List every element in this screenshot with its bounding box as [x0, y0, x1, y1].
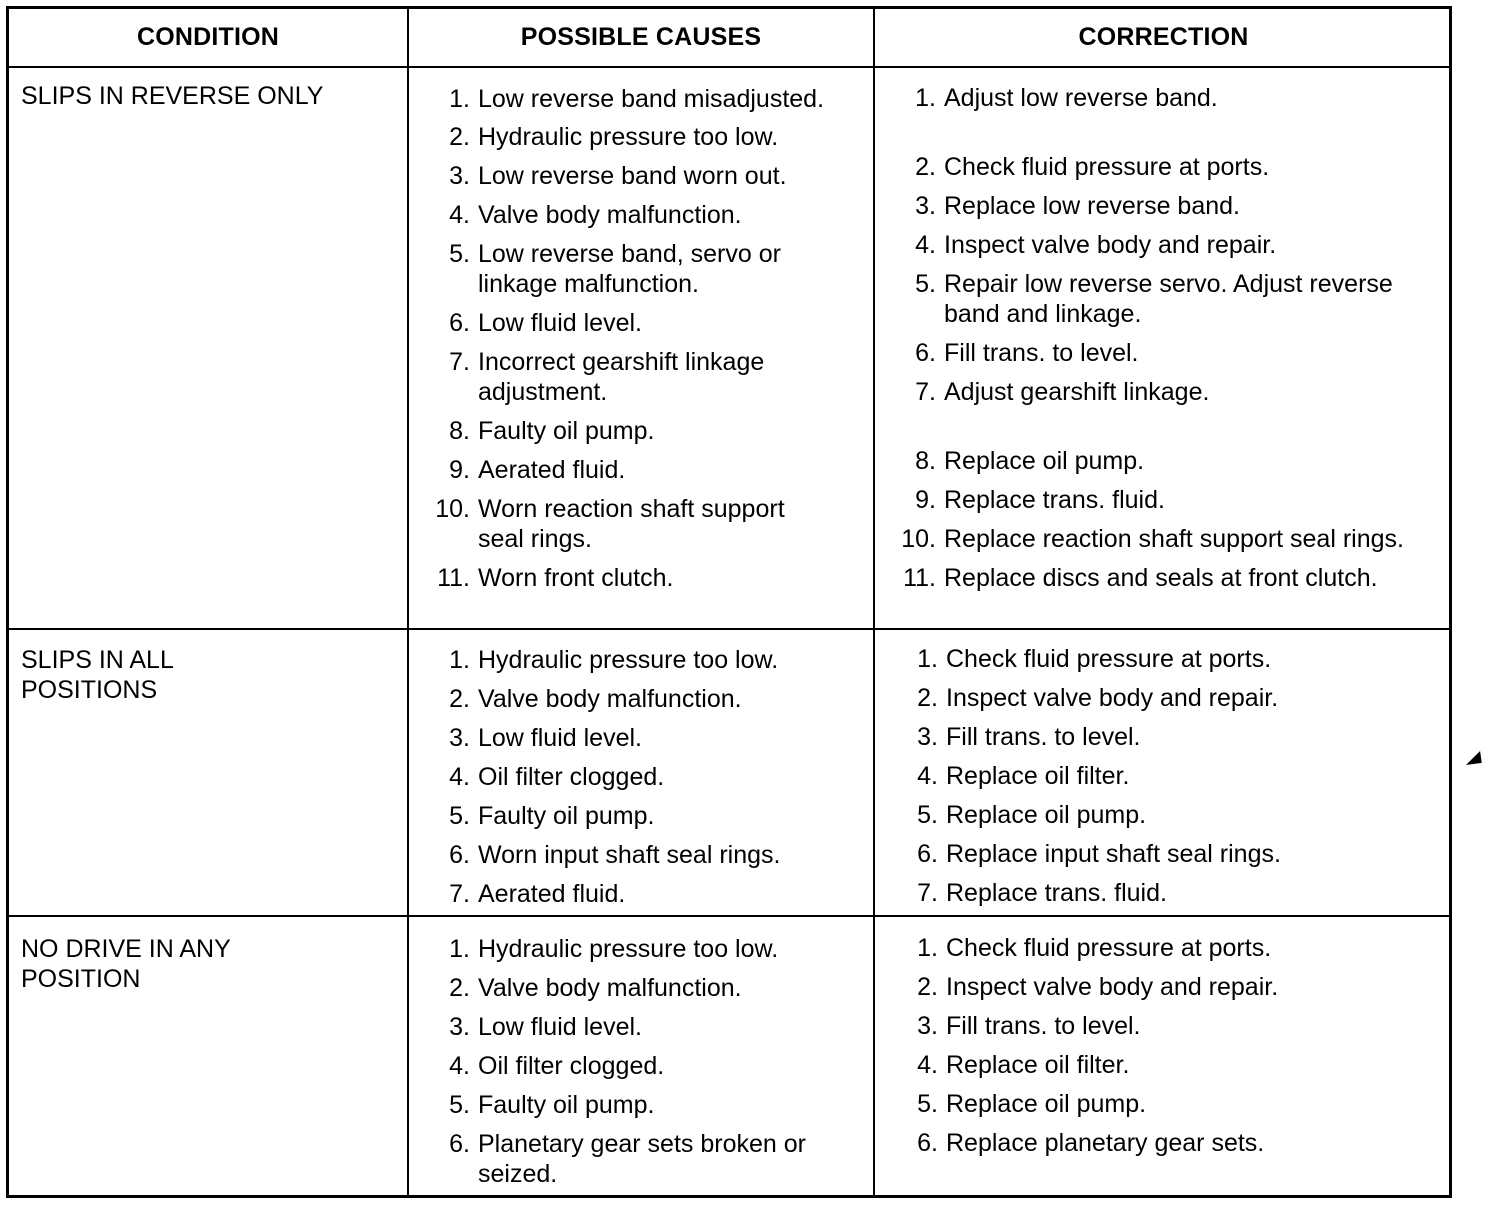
item-number: 4.: [449, 1052, 470, 1080]
item-text: Hydraulic pressure too low.: [478, 646, 779, 674]
item-text: Valve body malfunction.: [478, 974, 742, 1002]
item-text: Check fluid pressure at ports.: [944, 153, 1270, 181]
list-item: [433, 684, 833, 714]
list-item: [433, 1051, 833, 1081]
list-item: [433, 762, 833, 792]
item-text: Low fluid level.: [478, 724, 642, 752]
item-text: Inspect valve body and repair.: [944, 231, 1277, 259]
item-number: 2.: [917, 684, 938, 712]
causes-list: [433, 645, 833, 909]
item-number: 7.: [917, 879, 938, 907]
list-item: [901, 1128, 1441, 1158]
item-text: Worn input shaft seal rings.: [478, 841, 781, 869]
item-text: Replace trans. fluid.: [946, 879, 1167, 907]
item-number: 3.: [449, 1013, 470, 1041]
item-text: Replace reaction shaft support seal rings.: [944, 525, 1404, 553]
item-number: 3.: [915, 192, 936, 220]
list-item: [433, 645, 833, 675]
item-text: Replace discs and seals at front clutch.: [944, 564, 1378, 592]
column-divider: [407, 9, 409, 1195]
item-text: Fill trans. to level.: [946, 723, 1141, 751]
item-text: Replace oil pump.: [946, 801, 1147, 829]
list-item: [433, 723, 833, 753]
item-text: Replace oil filter.: [946, 1051, 1130, 1079]
item-text: Low reverse band, servo or linkage malfunction.: [478, 240, 781, 298]
list-item: [901, 722, 1441, 752]
item-text: Aerated fluid.: [478, 880, 626, 908]
item-number: 6.: [917, 840, 938, 868]
item-text: Faulty oil pump.: [478, 1091, 655, 1119]
list-item: [433, 84, 833, 114]
item-number: 8.: [915, 447, 936, 475]
item-number: 6.: [915, 339, 936, 367]
list-item: [899, 230, 1439, 260]
causes-list: [433, 84, 833, 593]
list-item: [433, 840, 833, 870]
list-item: [433, 200, 833, 230]
list-item: [901, 972, 1441, 1002]
item-text: Low fluid level.: [478, 1013, 642, 1041]
condition-cell: NO DRIVE IN ANY POSITION: [21, 935, 231, 993]
corrections-list: [901, 933, 1441, 1158]
list-item: [901, 933, 1441, 963]
item-number: 3.: [449, 724, 470, 752]
list-item: [901, 800, 1441, 830]
list-item: [899, 152, 1439, 182]
item-text: Replace oil pump.: [946, 1090, 1147, 1118]
list-item: [901, 683, 1441, 713]
item-number: 4.: [449, 201, 470, 229]
list-item: [899, 83, 1439, 113]
item-number: 5.: [917, 1090, 938, 1118]
item-text: Worn reaction shaft support seal rings.: [478, 495, 785, 553]
list-item: [433, 563, 833, 593]
item-text: Inspect valve body and repair.: [946, 684, 1279, 712]
item-text: Check fluid pressure at ports.: [946, 934, 1272, 962]
list-item: [433, 973, 833, 1003]
item-text: Faulty oil pump.: [478, 417, 655, 445]
item-number: 1.: [917, 934, 938, 962]
column-divider: [873, 9, 875, 1195]
item-text: Adjust low reverse band.: [944, 84, 1218, 112]
list-item: [433, 1012, 833, 1042]
item-text: Valve body malfunction.: [478, 201, 742, 229]
item-number: 1.: [449, 85, 470, 113]
item-text: Fill trans. to level.: [944, 339, 1139, 367]
item-number: 2.: [915, 153, 936, 181]
list-item: [433, 494, 833, 554]
item-number: 2.: [449, 123, 470, 151]
header-possible-causes: POSSIBLE CAUSES: [520, 23, 762, 51]
list-item: [433, 416, 833, 446]
item-number: 11.: [903, 564, 936, 592]
item-number: 1.: [917, 645, 938, 673]
list-item: [899, 524, 1439, 554]
item-number: 6.: [449, 309, 470, 337]
item-number: 1.: [449, 935, 470, 963]
item-number: 2.: [449, 974, 470, 1002]
list-item: [433, 455, 833, 485]
list-item: [901, 1089, 1441, 1119]
list-item: [433, 801, 833, 831]
item-text: Valve body malfunction.: [478, 685, 742, 713]
item-text: Aerated fluid.: [478, 456, 626, 484]
item-text: Replace oil filter.: [946, 762, 1130, 790]
item-text: Replace oil pump.: [944, 447, 1145, 475]
item-number: 7.: [449, 348, 470, 376]
item-number: 1.: [449, 646, 470, 674]
list-item: [433, 934, 833, 964]
corrections-list: [899, 83, 1439, 593]
item-number: 2.: [449, 685, 470, 713]
item-number: 10.: [435, 495, 470, 523]
item-number: 3.: [917, 723, 938, 751]
item-text: Worn front clutch.: [478, 564, 674, 592]
condition-cell: SLIPS IN ALL POSITIONS: [21, 646, 173, 704]
list-item: [901, 1050, 1441, 1080]
row-divider: [9, 915, 1449, 917]
item-number: 7.: [449, 880, 470, 908]
list-item: [901, 1011, 1441, 1041]
item-number: 6.: [917, 1129, 938, 1157]
item-number: 9.: [915, 486, 936, 514]
item-text: Inspect valve body and repair.: [946, 973, 1279, 1001]
item-number: 4.: [915, 231, 936, 259]
item-text: Repair low reverse servo. Adjust reverse band and linkage.: [944, 270, 1393, 328]
list-item: [433, 239, 833, 299]
item-text: Oil filter clogged.: [478, 1052, 665, 1080]
list-item: [899, 377, 1439, 407]
list-item: [433, 879, 833, 909]
list-item: [433, 122, 833, 152]
item-text: Faulty oil pump.: [478, 802, 655, 830]
item-text: Incorrect gearshift linkage adjustment.: [478, 348, 765, 406]
item-number: 5.: [917, 801, 938, 829]
item-number: 4.: [449, 763, 470, 791]
list-item: [901, 878, 1441, 908]
list-item: [899, 446, 1439, 476]
item-text: Oil filter clogged.: [478, 763, 665, 791]
margin-arrow-icon: [1464, 751, 1482, 765]
item-text: Replace input shaft seal rings.: [946, 840, 1281, 868]
item-text: Fill trans. to level.: [946, 1012, 1141, 1040]
list-item: [901, 761, 1441, 791]
item-number: 11.: [437, 564, 470, 592]
item-text: Low reverse band worn out.: [478, 162, 787, 190]
list-item: [899, 269, 1439, 329]
list-item: [433, 1129, 833, 1189]
item-number: 3.: [449, 162, 470, 190]
item-number: 10.: [901, 525, 936, 553]
item-text: Planetary gear sets broken or seized.: [478, 1130, 806, 1188]
list-item: [433, 347, 833, 407]
item-text: Replace trans. fluid.: [944, 486, 1165, 514]
corrections-list: [901, 644, 1441, 908]
item-text: Low fluid level.: [478, 309, 642, 337]
list-item: [899, 191, 1439, 221]
header-correction: CORRECTION: [1078, 23, 1249, 51]
item-number: 4.: [917, 762, 938, 790]
item-text: Hydraulic pressure too low.: [478, 123, 779, 151]
row-divider: [9, 66, 1449, 68]
item-number: 4.: [917, 1051, 938, 1079]
item-number: 6.: [449, 1130, 470, 1158]
list-item: [899, 338, 1439, 368]
item-number: 6.: [449, 841, 470, 869]
item-text: Check fluid pressure at ports.: [946, 645, 1272, 673]
condition-cell: SLIPS IN REVERSE ONLY: [21, 82, 324, 110]
list-item: [433, 161, 833, 191]
list-item: [433, 308, 833, 338]
list-item: [901, 839, 1441, 869]
item-number: 5.: [449, 1091, 470, 1119]
list-item: [433, 1090, 833, 1120]
item-number: 5.: [915, 270, 936, 298]
list-item: [899, 563, 1439, 593]
diagnosis-table: [6, 6, 1452, 1198]
item-text: Replace low reverse band.: [944, 192, 1240, 220]
item-number: 7.: [915, 378, 936, 406]
header-condition: CONDITION: [136, 23, 280, 51]
item-text: Hydraulic pressure too low.: [478, 935, 779, 963]
list-item: [901, 644, 1441, 674]
item-number: 3.: [917, 1012, 938, 1040]
item-text: Low reverse band misadjusted.: [478, 85, 825, 113]
item-number: 5.: [449, 802, 470, 830]
list-item: [899, 485, 1439, 515]
item-text: Adjust gearshift linkage.: [944, 378, 1210, 406]
causes-list: [433, 934, 833, 1189]
item-number: 1.: [915, 84, 936, 112]
item-text: Replace planetary gear sets.: [946, 1129, 1265, 1157]
item-number: 8.: [449, 417, 470, 445]
item-number: 9.: [449, 456, 470, 484]
item-number: 5.: [449, 240, 470, 268]
row-divider: [9, 628, 1449, 630]
item-number: 2.: [917, 973, 938, 1001]
